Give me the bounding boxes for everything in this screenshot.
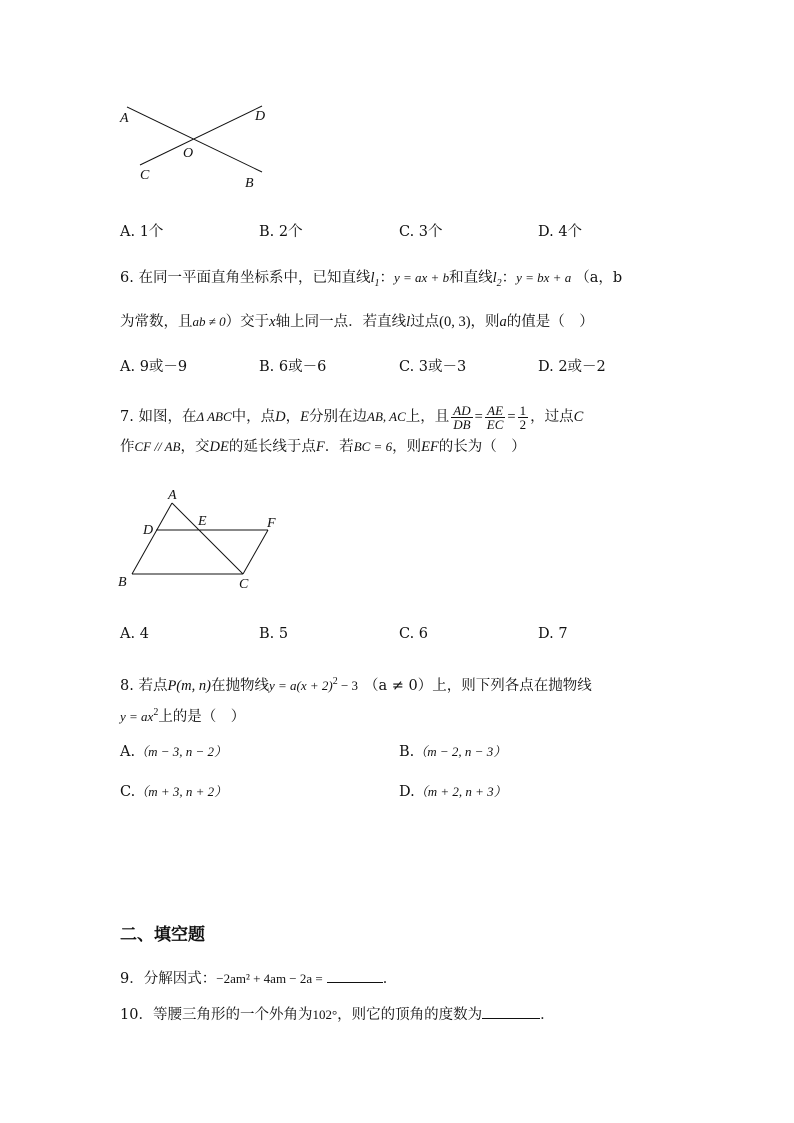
q7-segment-de: DE — [209, 439, 229, 455]
q6-line-l: l — [406, 314, 411, 330]
option-letter: D. — [538, 626, 554, 642]
q6-equation-1: y = ax + b — [393, 270, 450, 285]
option-text: 1个 — [139, 224, 164, 240]
q9-text: ． — [382, 971, 398, 987]
q7-parallel: CF // AB — [134, 439, 181, 454]
q8-point-p: P(m, n) — [167, 677, 211, 694]
option-letter: A. — [120, 626, 136, 642]
fraction-numerator: AE — [485, 404, 506, 418]
q8-option-a[interactable] — [120, 742, 227, 762]
q6-colon: ： — [379, 270, 394, 286]
q9-text: 9．分解因式： — [120, 971, 217, 987]
q7-point-c: C — [573, 409, 584, 425]
fig1-label-c: C — [140, 168, 150, 183]
q7-option-d[interactable] — [538, 624, 568, 644]
q7-text: ，过点 — [530, 409, 574, 425]
q6-line-1 — [120, 268, 622, 294]
q6-point: (0, 3) — [439, 314, 471, 330]
option-text: 5 — [278, 626, 289, 642]
q6-line-2 — [120, 312, 594, 332]
q9-answer-blank[interactable] — [327, 968, 383, 983]
q7-fraction-ad-db — [451, 404, 472, 431]
option-letter: A. — [120, 359, 136, 375]
q6-option-d[interactable] — [538, 357, 606, 377]
fraction-denominator: 2 — [519, 416, 527, 432]
figure-triangle-abc — [112, 485, 292, 595]
q7-text: ．若 — [324, 439, 354, 455]
q6-text: ）交于 — [225, 314, 270, 330]
q6-equation-2: y = bx + a — [516, 270, 572, 285]
q7-fraction-half — [518, 404, 529, 431]
q10-answer-blank[interactable] — [482, 1004, 540, 1019]
fig2-label-a: A — [168, 488, 177, 503]
q10-text: 10．等腰三角形的一个外角为 — [120, 1007, 313, 1023]
q7-text: ，交 — [180, 439, 210, 455]
q8-option-b[interactable] — [399, 742, 506, 762]
fraction-denominator: DB — [453, 416, 471, 432]
fig1-label-d: D — [255, 109, 266, 124]
fig2-label-d: D — [143, 523, 154, 538]
q8-text: 在抛物线 — [210, 677, 269, 694]
q7-segment-ef: EF — [421, 439, 439, 455]
q6-colon: ： — [501, 270, 517, 286]
fig2-label-c: C — [239, 577, 249, 592]
q10-angle: 102° — [312, 1007, 338, 1022]
option-text: 3或－3 — [418, 359, 467, 375]
fig1-label-o: O — [183, 146, 194, 161]
option-text: （m − 2, n − 3） — [414, 744, 507, 759]
option-letter: B. — [399, 744, 415, 760]
q7-text: 作 — [120, 439, 135, 455]
q6-x-axis: x — [269, 314, 276, 330]
option-letter: B. — [259, 359, 275, 375]
q8-text: 8. 若点 — [120, 677, 168, 694]
q6-option-b[interactable] — [259, 357, 326, 377]
q7-point-d: D — [275, 409, 286, 425]
option-letter: D. — [538, 359, 554, 375]
q7-text: ，则 — [392, 439, 422, 455]
q8-option-c[interactable] — [120, 782, 227, 802]
q6-text: 为常数，且 — [120, 314, 193, 330]
figure-intersecting-lines — [110, 100, 280, 195]
option-text: 2或－2 — [558, 359, 606, 375]
q6-text: （a，b — [575, 270, 623, 286]
q7-option-c[interactable] — [399, 624, 428, 644]
q8-text: 上的是（ ） — [158, 708, 246, 725]
option-letter: B. — [259, 626, 275, 642]
q5-option-d[interactable] — [538, 222, 582, 242]
option-text: 3个 — [418, 224, 443, 240]
q8-exponent: 2 — [332, 676, 338, 687]
q8-exponent: 2 — [153, 707, 159, 718]
q6-line-l2: l — [492, 270, 497, 286]
q6-text: 轴上同一点．若直线 — [275, 314, 407, 330]
fig1-label-a: A — [120, 111, 129, 126]
fraction-denominator: EC — [486, 416, 504, 432]
option-text: （m + 3, n + 2） — [135, 784, 228, 799]
option-text: 4 — [139, 626, 149, 642]
q10-text: ，则它的顶角的度数为 — [337, 1007, 483, 1023]
option-letter: C. — [399, 626, 415, 642]
option-text: 6或－6 — [278, 359, 327, 375]
q8-parabola-2: y = ax — [120, 708, 154, 724]
option-text: （m − 3, n − 2） — [135, 744, 228, 759]
q7-point-f: F — [315, 439, 325, 455]
q8-line-2 — [120, 703, 245, 727]
q7-text: 7. 如图，在 — [120, 409, 197, 425]
option-text: 7 — [558, 626, 568, 642]
q7-triangle: Δ ABC — [196, 409, 232, 424]
option-letter: C. — [399, 359, 415, 375]
fig2-label-f: F — [267, 516, 276, 531]
q5-option-a[interactable] — [120, 222, 163, 242]
q9-line — [120, 968, 397, 989]
fig1-label-b: B — [245, 176, 254, 191]
q7-text: 上，且 — [405, 409, 450, 425]
option-letter: C. — [120, 784, 136, 800]
q8-constant: − 3 — [337, 677, 359, 693]
option-text: （m + 2, n + 3） — [414, 784, 507, 799]
q7-bc-value: BC = 6 — [353, 439, 393, 454]
q8-text: 上，则下列各点在抛物线 — [432, 677, 592, 694]
q7-equals: = — [474, 409, 483, 425]
q7-text: 中，点 — [231, 409, 276, 425]
q6-option-c[interactable] — [399, 357, 466, 377]
q5-option-b[interactable] — [259, 222, 303, 242]
q7-fraction-ae-ec — [485, 404, 506, 431]
q6-l1-subscript: 1 — [374, 277, 380, 289]
q6-option-a[interactable] — [120, 357, 187, 377]
q6-text: 和直线 — [449, 270, 493, 286]
q6-l2-subscript: 2 — [496, 277, 502, 289]
q7-text: 的长为（ ） — [438, 439, 526, 455]
q7-equals: = — [507, 409, 516, 425]
q7-text: ， — [285, 409, 301, 425]
q7-text: 的延长线于点 — [228, 439, 316, 455]
q7-line-2 — [120, 437, 526, 457]
q9-expression: −2am² + 4am − 2a = — [216, 971, 323, 986]
option-text: 9或－9 — [139, 359, 188, 375]
q8-line-1 — [120, 672, 592, 696]
option-letter: B. — [259, 224, 275, 240]
q6-text: 6. 在同一平面直角坐标系中，已知直线 — [120, 270, 371, 286]
q7-point-e: E — [300, 409, 309, 425]
q6-variable-a: a — [499, 314, 507, 330]
q7-option-a[interactable] — [120, 624, 149, 644]
q10-text: ． — [540, 1007, 555, 1023]
section-title-fill-in: 二、填空题 — [120, 925, 205, 945]
option-letter: C. — [399, 224, 415, 240]
q8-parabola: y = a(x + 2) — [268, 677, 333, 693]
q7-option-b[interactable] — [259, 624, 288, 644]
option-text: 6 — [418, 626, 429, 642]
fraction-numerator: AD — [453, 402, 471, 418]
option-text: 2个 — [278, 224, 303, 240]
fraction-numerator: 1 — [519, 402, 527, 418]
q7-line-1 — [120, 400, 583, 434]
q8-condition: （a ≠ 0） — [364, 677, 433, 694]
fig2-label-e: E — [198, 514, 207, 529]
fig2-label-b: B — [118, 575, 127, 590]
q5-option-c[interactable] — [399, 222, 443, 242]
q7-sides: AB, AC — [367, 409, 406, 424]
q6-text: ，则 — [470, 314, 500, 330]
q6-line-l1: l — [370, 270, 375, 286]
q6-text: 过点 — [410, 314, 440, 330]
q6-condition: ab ≠ 0 — [192, 314, 226, 329]
q6-text: 的值是（ ） — [506, 314, 594, 330]
option-letter: A. — [120, 744, 136, 760]
option-letter: D. — [399, 784, 415, 800]
q7-text: 分别在边 — [309, 409, 367, 425]
q8-option-d[interactable] — [399, 782, 507, 802]
option-letter: A. — [120, 224, 136, 240]
q10-line — [120, 1004, 555, 1025]
option-text: 4个 — [558, 224, 583, 240]
option-letter: D. — [538, 224, 554, 240]
